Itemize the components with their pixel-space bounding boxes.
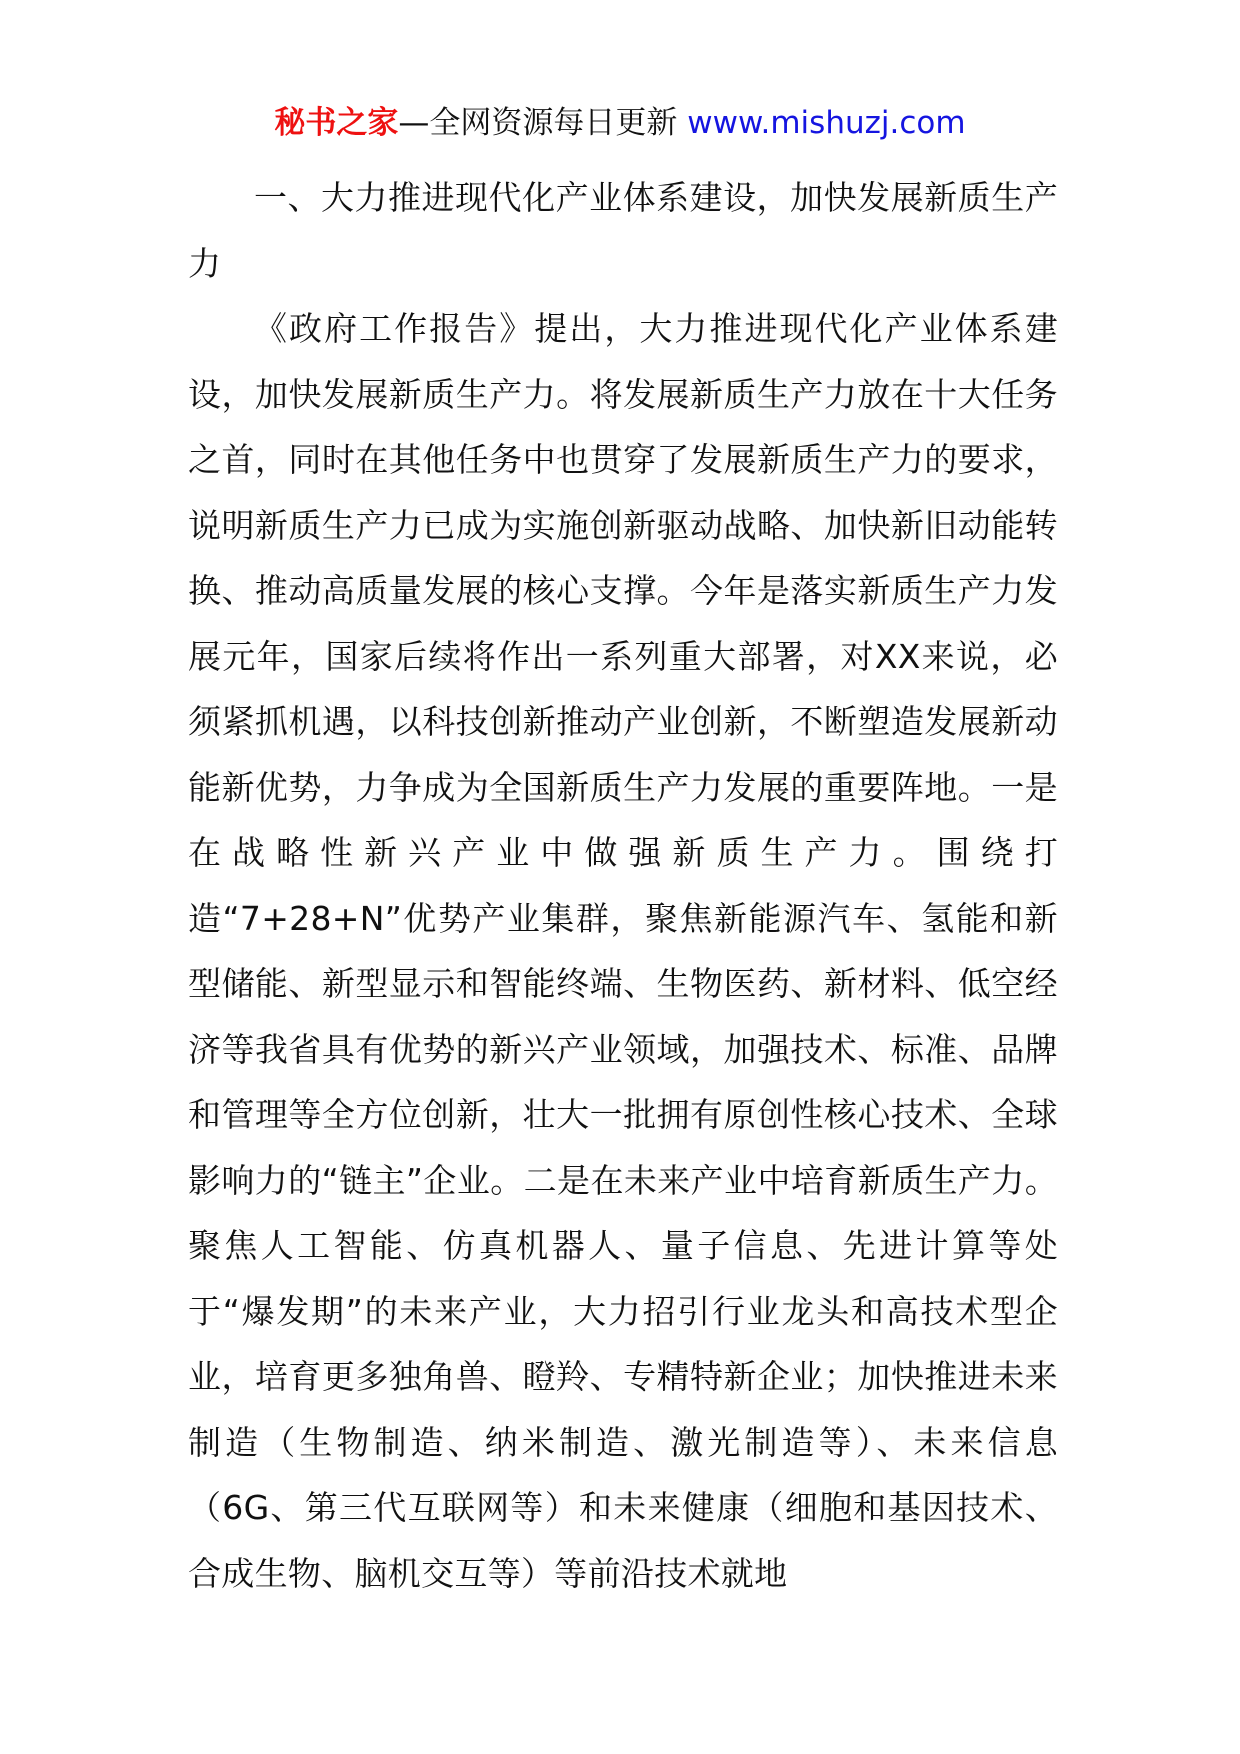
brand-name: 秘书之家	[274, 105, 399, 141]
document-body	[188, 165, 1058, 1606]
page-header	[0, 100, 1240, 146]
header-tagline: —全网资源每日更新	[398, 105, 678, 141]
body-paragraph: 《政府工作报告》提出，大力推进现代化产业体系建设，加快发展新质生产力。将发展新质生产力放在十大任务之首，同时在其他任务中也贯穿了发展新质生产力的要求，说明新质生产力已成为实施创新驱动战略、加快新旧动能转换、推动高质量发展的核心支撑。今年是落实新质生产力发展元年，国家后续将作出一系列重大部署，对XX来说，必须紧抓机遇，以科技创新推动产业创新，不断塑造发展新动能新优势，力争成为全国新质生产力发展的重要阵地。一是在战略性新兴产业中做强新质生产力。围绕打造“7+28+N”优势产业集群，聚焦新能源汽车、氢能和新型储能、新型显示和智能终端、生物医药、新材料、低空经济等我省具有优势的新兴产业领域，加强技术、标准、品牌和管理等全方位创新，壮大一批拥有原创性核心技术、全球影响力的“链主”企业。二是在未来产业中培育新质生产力。聚焦人工智能、仿真机器人、量子信息、先进计算等处于“爆发期”的未来产业，大力招引行业龙头和高技术型企业，培育更多独角兽、瞪羚、专精特新企业；加快推进未来制造（生物制造、纳米制造、激光制造等）、未来信息（6G、第三代互联网等）和未来健康（细胞和基因技术、合成生物、脑机交互等）等前沿技术就地	[188, 309, 1058, 1593]
website-link[interactable]: www.mishuzj.com	[687, 105, 966, 141]
section-heading: 一、大力推进现代化产业体系建设，加快发展新质生产力	[188, 178, 1058, 283]
